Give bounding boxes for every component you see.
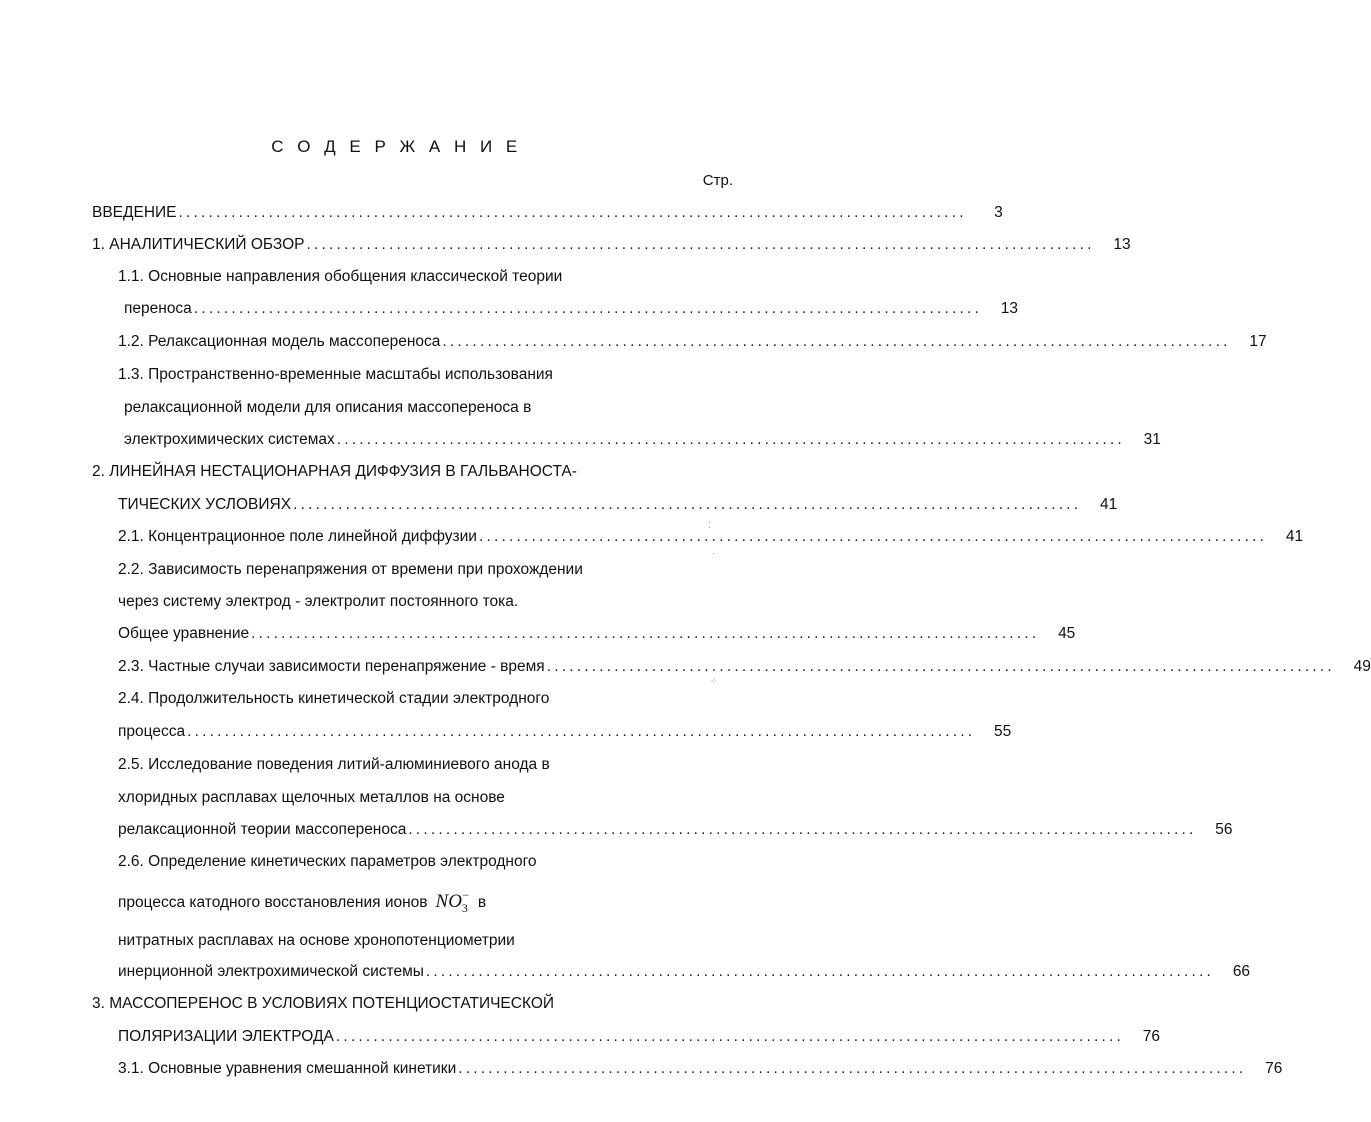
- toc-entry[interactable]: [124, 298, 1018, 320]
- toc-entry[interactable]: [118, 656, 1371, 678]
- toc-entry[interactable]: [118, 961, 1251, 983]
- toc-entry[interactable]: [118, 494, 1118, 516]
- toc-entry-title: Общее уравнение: [118, 625, 250, 642]
- toc-entry-page: 13: [1113, 236, 1131, 253]
- toc-entry[interactable]: [124, 429, 1161, 451]
- toc-entry-tail: в: [477, 894, 487, 911]
- toc-entry[interactable]: [118, 331, 1267, 353]
- toc-entry-page: 31: [1143, 431, 1161, 448]
- dot-leader: .........................................................................................................: [442, 333, 1231, 350]
- toc-entry[interactable]: [92, 202, 1003, 224]
- toc-entry-line: 1.3. Пространственно-временные масштабы использования: [118, 366, 553, 383]
- toc-entry-title: ПОЛЯРИЗАЦИИ ЭЛЕКТРОДА: [118, 1028, 334, 1045]
- formula-base: NO: [435, 891, 462, 912]
- toc-entry-line: 3. МАССОПЕРЕНОС В УСЛОВИЯХ ПОТЕНЦИОСТАТИЧЕСКОЙ: [92, 995, 555, 1012]
- dot-leader: .........................................................................................................: [335, 1028, 1124, 1045]
- toc-entry-page: 41: [1099, 496, 1118, 513]
- toc-entry-text: процесса катодного восстановления ионов: [118, 894, 428, 911]
- toc-entry-title: инерционной электрохимической системы: [118, 963, 424, 980]
- toc-entry-line: 1.1. Основные направления обобщения классической теории: [118, 268, 563, 285]
- toc-entry-line: релаксационной модели для описания массопереноса в: [124, 399, 532, 416]
- toc-entry[interactable]: [118, 721, 1012, 743]
- dot-leader: .........................................................................................................: [425, 963, 1215, 980]
- dot-leader: .........................................................................................................: [336, 431, 1125, 448]
- scan-speck: ⁚: [708, 520, 711, 530]
- toc-entry-line: 2. ЛИНЕЙНАЯ НЕСТАЦИОНАРНАЯ ДИФФУЗИЯ В ГАЛЬВАНОСТА-: [92, 463, 577, 480]
- page-column-label: Стр.: [702, 172, 733, 189]
- toc-entry-line: через систему электрод - электролит постоянного тока.: [118, 593, 519, 610]
- dot-leader: .........................................................................................................: [546, 658, 1335, 675]
- toc-entry-line: нитратных расплавах на основе хронопотенциометрии: [118, 932, 515, 949]
- toc-entry-page: 55: [994, 723, 1012, 740]
- dot-leader: .........................................................................................................: [458, 1060, 1247, 1077]
- toc-entry-line: 2.2. Зависимость перенапряжения от времени при прохождении: [118, 561, 583, 578]
- toc-entry-page: 66: [1232, 963, 1251, 980]
- formula-subscript: 3: [461, 901, 468, 915]
- scan-speck: ·: [712, 548, 715, 558]
- toc-entry[interactable]: [118, 1026, 1160, 1048]
- dot-leader: .........................................................................................................: [178, 204, 967, 221]
- toc-entry-title: релаксационной теории массопереноса: [118, 821, 407, 838]
- dot-leader: .........................................................................................................: [251, 625, 1040, 642]
- toc-entry-title: 1.2. Релаксационная модель массопереноса: [118, 333, 441, 350]
- toc-entry-page: 3: [994, 204, 1003, 221]
- toc-entry-page: 76: [1265, 1060, 1283, 1077]
- nitrate-ion-formula: [436, 889, 468, 921]
- dot-leader: .........................................................................................................: [478, 528, 1268, 545]
- toc-entry-page: 56: [1215, 821, 1233, 838]
- toc-entry-page: 41: [1285, 528, 1304, 545]
- toc-entry-title: процесса: [118, 723, 186, 740]
- dot-leader: .........................................................................................................: [408, 821, 1197, 838]
- toc-entry-title: электрохимических системах: [124, 431, 335, 448]
- toc-entry-title: ТИЧЕСКИХ УСЛОВИЯХ: [118, 496, 292, 513]
- toc-entry-page: 45: [1058, 625, 1076, 642]
- toc-entry-line: 2.6. Определение кинетических параметров электродного: [118, 853, 537, 870]
- toc-entry[interactable]: [92, 234, 1131, 256]
- toc-entry-page: 13: [1000, 300, 1018, 317]
- formula-superscript: −: [462, 888, 470, 902]
- dot-leader: .........................................................................................................: [193, 300, 982, 317]
- toc-entry-title: 1. АНАЛИТИЧЕСКИЙ ОБЗОР: [92, 236, 305, 253]
- toc-entry[interactable]: [118, 623, 1076, 645]
- toc-entry-title: 2.1. Концентрационное поле линейной диффузии: [118, 528, 477, 545]
- toc-entry-line: хлоридных расплавах щелочных металлов на основе: [118, 789, 505, 806]
- toc-entry-page: 76: [1142, 1028, 1160, 1045]
- toc-entry[interactable]: [118, 1058, 1283, 1080]
- toc-entry-title: 3.1. Основные уравнения смешанной кинетики: [118, 1060, 457, 1077]
- dot-leader: .........................................................................................................: [306, 236, 1095, 253]
- toc-entry-title: 2.3. Частные случаи зависимости перенапряжение - время: [118, 658, 545, 675]
- scan-speck: ⁘: [710, 676, 718, 686]
- toc-entry-page: 17: [1249, 333, 1267, 350]
- toc-entry-line-with-formula: [118, 889, 733, 915]
- toc-entry-line: 2.4. Продолжительность кинетической стадии электродного: [118, 690, 550, 707]
- dot-leader: .........................................................................................................: [187, 723, 976, 740]
- toc-entry-title: ВВЕДЕНИЕ: [92, 204, 177, 221]
- page-title: С О Д Е Р Ж А Н И Е: [271, 137, 522, 156]
- toc-entry[interactable]: [118, 526, 1304, 548]
- dot-leader: .........................................................................................................: [293, 496, 1082, 513]
- toc-entry-page: 49: [1353, 658, 1371, 675]
- toc-entry[interactable]: [118, 819, 1233, 841]
- toc-entry-line: 2.5. Исследование поведения литий-алюминиевого анода в: [118, 756, 550, 773]
- toc-entry-title: переноса: [124, 300, 192, 317]
